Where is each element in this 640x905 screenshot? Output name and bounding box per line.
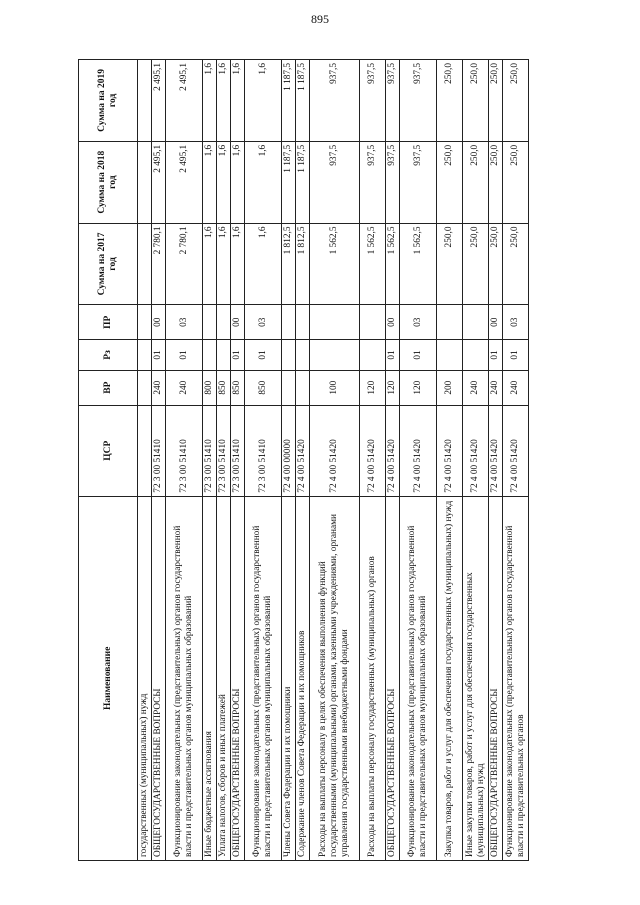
cell-sum-2018: 1,6: [203, 141, 217, 223]
cell-name: ОБЩЕГОСУДАРСТВЕННЫЕ ВОПРОСЫ: [386, 496, 400, 860]
cell-rz: 01: [489, 340, 503, 370]
cell-pr: 00: [489, 305, 503, 340]
cell-vr: [296, 370, 310, 405]
cell-csr: 72 4 00 51420: [386, 405, 400, 496]
cell-sum-2017: 1 562,5: [386, 223, 400, 305]
cell-pr: [463, 305, 489, 340]
cell-pr: 03: [503, 305, 529, 340]
cell-vr: 120: [386, 370, 400, 405]
cell-sum-2017: 1 562,5: [400, 223, 437, 305]
cell-sum-2017: 250,0: [463, 223, 489, 305]
cell-rz: 01: [231, 340, 245, 370]
cell-vr: 120: [360, 370, 386, 405]
cell-sum-2018: 937,5: [310, 141, 360, 223]
cell-name: Расходы на выплаты персоналу государственных (муниципальных) органов: [360, 496, 386, 860]
cell-pr: 00: [152, 305, 166, 340]
cell-rz: [203, 340, 217, 370]
cell-pr: 03: [400, 305, 437, 340]
cell-name: ОБЩЕГОСУДАРСТВЕННЫЕ ВОПРОСЫ: [231, 496, 245, 860]
table-row: [203, 60, 217, 861]
cell-csr: 72 4 00 51420: [310, 405, 360, 496]
cell-name: ОБЩЕГОСУДАРСТВЕННЫЕ ВОПРОСЫ: [489, 496, 503, 860]
cell-sum-2017: 1,6: [203, 223, 217, 305]
cell-sum-2017: 250,0: [489, 223, 503, 305]
cell-csr: 72 4 00 51420: [503, 405, 529, 496]
cell-sum-2017: 2 780,1: [166, 223, 203, 305]
cell-sum-2017: 1 562,5: [360, 223, 386, 305]
budget-table-rotated: [78, 59, 558, 861]
cell-name: Уплата налогов, сборов и иных платежей: [217, 496, 231, 860]
cell-name: Иные бюджетные ассигнования: [203, 496, 217, 860]
cell-vr: [282, 370, 296, 405]
cell-csr: 72 4 00 51420: [463, 405, 489, 496]
cell-sum-2019: 937,5: [310, 60, 360, 142]
cell-pr: [296, 305, 310, 340]
cell-name: ОБЩЕГОСУДАРСТВЕННЫЕ ВОПРОСЫ: [152, 496, 166, 860]
cell-sum-2019: 937,5: [400, 60, 437, 142]
cell-sum-2018: [138, 141, 152, 223]
cell-csr: 72 4 00 51420: [489, 405, 503, 496]
cell-name: Члены Совета Федерации и их помощники: [282, 496, 296, 860]
header-name: Наименование: [79, 496, 138, 860]
table-row: [152, 60, 166, 861]
cell-sum-2018: 1,6: [245, 141, 282, 223]
cell-name: Функционирование законодательных (представительных) органов государственной власти и представительных органов муниципальных образований: [245, 496, 282, 860]
cell-rz: [282, 340, 296, 370]
cell-sum-2019: 250,0: [463, 60, 489, 142]
table-row: [282, 60, 296, 861]
cell-sum-2018: 937,5: [400, 141, 437, 223]
table-row: [310, 60, 360, 861]
cell-sum-2017: 1 812,5: [296, 223, 310, 305]
cell-csr: 72 3 00 51410: [166, 405, 203, 496]
table-row: [386, 60, 400, 861]
cell-name: Иные закупки товаров, работ и услуг для обеспечения государственных (муниципальных) нужд: [463, 496, 489, 860]
cell-sum-2018: 1 187,5: [296, 141, 310, 223]
table-row: [231, 60, 245, 861]
cell-sum-2017: 2 780,1: [152, 223, 166, 305]
table-row: [138, 60, 152, 861]
cell-sum-2019: 1,6: [245, 60, 282, 142]
cell-csr: [138, 405, 152, 496]
cell-csr: 72 4 00 51420: [296, 405, 310, 496]
cell-rz: [310, 340, 360, 370]
cell-sum-2018: 1 187,5: [282, 141, 296, 223]
cell-sum-2019: 1,6: [203, 60, 217, 142]
cell-csr: 72 4 00 51420: [437, 405, 463, 496]
cell-sum-2019: 2 495,1: [152, 60, 166, 142]
header-sum-2018: Сумма на 2018 год: [79, 141, 138, 223]
cell-rz: 01: [245, 340, 282, 370]
cell-rz: [437, 340, 463, 370]
cell-sum-2019: 937,5: [360, 60, 386, 142]
cell-pr: 00: [386, 305, 400, 340]
cell-pr: [203, 305, 217, 340]
header-csr: ЦСР: [79, 405, 138, 496]
cell-sum-2017: 250,0: [503, 223, 529, 305]
cell-vr: 240: [489, 370, 503, 405]
cell-rz: 01: [503, 340, 529, 370]
table-row: [400, 60, 437, 861]
cell-pr: [437, 305, 463, 340]
table-row: [217, 60, 231, 861]
cell-vr: 850: [217, 370, 231, 405]
cell-csr: 72 4 00 51420: [400, 405, 437, 496]
cell-pr: [217, 305, 231, 340]
cell-vr: 120: [400, 370, 437, 405]
cell-sum-2019: 2 495,1: [166, 60, 203, 142]
header-vr: ВР: [79, 370, 138, 405]
cell-vr: 850: [231, 370, 245, 405]
table-row: [489, 60, 503, 861]
cell-vr: 240: [463, 370, 489, 405]
header-pr: ПР: [79, 305, 138, 340]
table-row: [503, 60, 529, 861]
cell-rz: [463, 340, 489, 370]
cell-name: Закупка товаров, работ и услуг для обеспечения государственных (муниципальных) нужд: [437, 496, 463, 860]
cell-sum-2019: 1 187,5: [282, 60, 296, 142]
cell-pr: [360, 305, 386, 340]
cell-vr: 240: [152, 370, 166, 405]
cell-sum-2018: 1,6: [217, 141, 231, 223]
cell-sum-2019: 1 187,5: [296, 60, 310, 142]
cell-csr: 72 4 00 00000: [282, 405, 296, 496]
table-row: [463, 60, 489, 861]
cell-pr: [138, 305, 152, 340]
table-row: [296, 60, 310, 861]
cell-sum-2018: 1,6: [231, 141, 245, 223]
cell-rz: [360, 340, 386, 370]
cell-vr: 200: [437, 370, 463, 405]
cell-pr: [310, 305, 360, 340]
cell-vr: 240: [166, 370, 203, 405]
header-rz: Рз: [79, 340, 138, 370]
cell-csr: 72 3 00 51410: [245, 405, 282, 496]
cell-sum-2019: 250,0: [437, 60, 463, 142]
cell-rz: 01: [166, 340, 203, 370]
cell-sum-2019: 1,6: [217, 60, 231, 142]
cell-vr: 850: [245, 370, 282, 405]
cell-sum-2019: 250,0: [489, 60, 503, 142]
budget-table: [78, 59, 529, 861]
cell-vr: 100: [310, 370, 360, 405]
cell-pr: 00: [231, 305, 245, 340]
cell-name: Содержание членов Совета Федерации и их помощников: [296, 496, 310, 860]
page-number: 895: [311, 12, 329, 26]
table-row: [166, 60, 203, 861]
cell-rz: 01: [152, 340, 166, 370]
cell-csr: 72 3 00 51410: [152, 405, 166, 496]
cell-name: Функционирование законодательных (представительных) органов государственной власти и представительных органов муниципальных образований: [400, 496, 437, 860]
table-row: [360, 60, 386, 861]
cell-csr: 72 4 00 51420: [360, 405, 386, 496]
cell-sum-2019: 1,6: [231, 60, 245, 142]
cell-vr: [138, 370, 152, 405]
cell-csr: 72 3 00 51410: [231, 405, 245, 496]
cell-rz: 01: [386, 340, 400, 370]
cell-sum-2019: 250,0: [503, 60, 529, 142]
cell-sum-2018: 250,0: [489, 141, 503, 223]
cell-pr: 03: [245, 305, 282, 340]
cell-sum-2017: 1 812,5: [282, 223, 296, 305]
cell-sum-2017: 1 562,5: [310, 223, 360, 305]
cell-rz: 01: [400, 340, 437, 370]
cell-sum-2017: 250,0: [437, 223, 463, 305]
cell-name: Расходы на выплаты персоналу в целях обеспечения выполнения функций государственными (муниципальными) органами, казенными учреждениями, органами управления государственными внебюджетными фондами: [310, 496, 360, 860]
cell-vr: 800: [203, 370, 217, 405]
header-sum-2017: Сумма на 2017 год: [79, 223, 138, 305]
cell-csr: 72 3 00 51410: [203, 405, 217, 496]
table-header-row: [79, 60, 138, 861]
cell-sum-2018: 937,5: [386, 141, 400, 223]
cell-name: Функционирование законодательных (представительных) органов государственной власти и представительных органов муниципальных образований: [166, 496, 203, 860]
cell-sum-2018: 2 495,1: [166, 141, 203, 223]
cell-csr: 72 3 00 51410: [217, 405, 231, 496]
cell-rz: [138, 340, 152, 370]
cell-sum-2019: [138, 60, 152, 142]
cell-rz: [296, 340, 310, 370]
cell-sum-2018: 937,5: [360, 141, 386, 223]
cell-sum-2018: 250,0: [503, 141, 529, 223]
cell-sum-2019: 937,5: [386, 60, 400, 142]
table-row: [245, 60, 282, 861]
cell-rz: [217, 340, 231, 370]
cell-sum-2017: 1,6: [231, 223, 245, 305]
cell-sum-2017: 1,6: [245, 223, 282, 305]
cell-name: государственных (муниципальных) нужд: [138, 496, 152, 860]
cell-name: Функционирование законодательных (представительных) органов государственной власти и представительных органов: [503, 496, 529, 860]
cell-sum-2018: 250,0: [437, 141, 463, 223]
cell-pr: [282, 305, 296, 340]
cell-sum-2017: 1,6: [217, 223, 231, 305]
cell-pr: 03: [166, 305, 203, 340]
cell-vr: 240: [503, 370, 529, 405]
cell-sum-2017: [138, 223, 152, 305]
header-sum-2019: Сумма на 2019 год: [79, 60, 138, 142]
cell-sum-2018: 250,0: [463, 141, 489, 223]
table-row: [437, 60, 463, 861]
cell-sum-2018: 2 495,1: [152, 141, 166, 223]
